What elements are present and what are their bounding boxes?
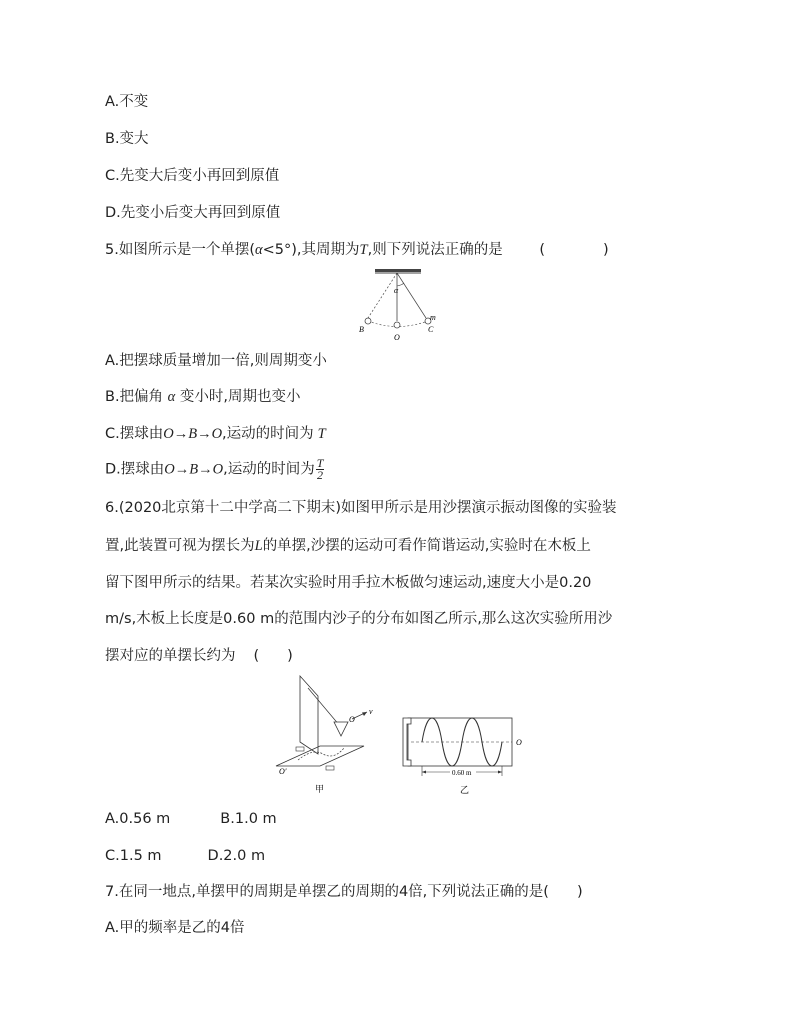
pendulum-figure [350,266,450,344]
q4-option-c: C.先变大后变小再回到原值 [105,168,280,184]
dimension-arrow-left [422,771,426,774]
q5-option-d-path: O→B→O [164,461,224,478]
q5-option-c-pre: C.摆球由 [105,426,164,442]
wooden-board [276,746,364,766]
q5-option-c-post: ,运动的时间为 [222,426,314,442]
q6-line5-text: 摆对应的单摆长约为 [105,648,236,664]
q7-option-a: A.甲的频率是乙的4倍 [105,920,245,936]
sand-wave-figure [400,712,526,798]
fraction-denominator: 2 [317,468,324,482]
q4-option-b: B.变大 [105,131,149,147]
bob-center [394,322,400,328]
q6-line2-pre: 置,此装置可视为摆长为 [105,538,255,554]
label-o: O [394,333,400,342]
q5-option-b-alpha: α [167,389,176,405]
q5-option-c [105,424,326,444]
label-o-right: O [516,738,522,747]
q5-option-d-pre: D.摆球由 [105,461,165,478]
q5-answer-paren-close: ) [602,242,609,258]
q5-stem-prefix: 5.如图所示是一个单摆( [105,242,255,258]
q6-answer-paren-close: ) [287,648,293,664]
q6-options-row-2 [105,846,265,866]
vertical-frame [300,676,318,754]
q5-option-d-fraction [316,458,325,481]
q6-line2-post: 的单摆,沙摆的运动可看作简谐运动,实验时在木板上 [262,538,591,554]
pendulum-rope [308,688,340,726]
q5-stem-suffix: ,则下列说法正确的是 [367,242,503,258]
pendulum-ceiling [375,269,421,273]
fraction-numerator: T [316,456,324,470]
label-alpha: α [394,286,399,295]
q7-stem-text: 7.在同一地点,单摆甲的周期是单摆乙的周期的4倍,下列说法正确的是( [105,884,549,900]
q5-option-b [105,387,301,407]
q4-option-d: D.先变小后变大再回到原值 [105,205,281,221]
q6-stem-line-1: 6.(2020北京第十二中学高二下期末)如图甲所示是用沙摆演示振动图像的实验装 [105,500,617,516]
q5-option-b-post: 变小时,周期也变小 [179,389,301,405]
label-v: v [369,707,373,716]
q5-option-b-pre: B.把偏角 [105,389,164,405]
q5-period-symbol: T [359,242,368,258]
q7-answer-paren-close: ) [576,884,583,900]
pendulum-string-right [397,273,426,318]
board-support-left [296,747,304,751]
q4-option-a: A.不变 [105,94,149,110]
q6-answer-paren-open: ( [253,648,260,664]
label-m: m [430,313,436,322]
q5-option-d-post: ,运动的时间为 [223,461,315,478]
bob-left [365,318,371,324]
q6-option-b: B.1.0 m [220,811,277,827]
q5-option-a: A.把摆球质量增加一倍,则周期变小 [105,353,327,369]
q6-stem-line-5 [105,646,293,666]
q5-stem [105,240,609,260]
q5-option-d [105,458,324,481]
q5-option-c-path: O→B→O [163,426,223,442]
board-support-right [326,766,334,770]
caption-jia: 甲 [315,784,325,794]
q5-answer-paren-open: ( [539,242,545,258]
q6-stem-line-3: 留下图甲所示的结果。若某次实验时用手拉木板做匀速运动,速度大小是0.20 [105,575,592,591]
q6-line2-l: L [254,538,263,554]
dimension-arrow-right [498,771,502,774]
label-o-prime: O′ [279,767,287,776]
q6-option-c: C.1.5 m [105,848,162,864]
q6-options-row-1 [105,809,277,829]
q5-option-c-t: T [317,426,326,442]
q5-stem-cond: <5°),其周期为 [262,242,360,258]
q6-option-a: A.0.56 m [105,811,171,827]
q7-stem [105,882,583,902]
sand-pendulum-figure [268,674,378,796]
label-c: C [428,325,434,334]
label-b: B [359,325,364,334]
q5-alpha: α [255,242,263,258]
label-o-top: O [349,715,355,724]
q6-option-d: D.2.0 m [207,848,266,864]
caption-yi: 乙 [460,785,470,795]
pendulum-string-left [368,273,397,318]
sand-funnel [334,722,348,736]
board-clamp [403,718,411,766]
q6-stem-line-2 [105,536,591,556]
label-length: 0.60 m [452,769,472,777]
q6-stem-line-4: m/s,木板上长度是0.60 m的范围内沙子的分布如图乙所示,那么这次实验所用沙 [105,611,613,627]
